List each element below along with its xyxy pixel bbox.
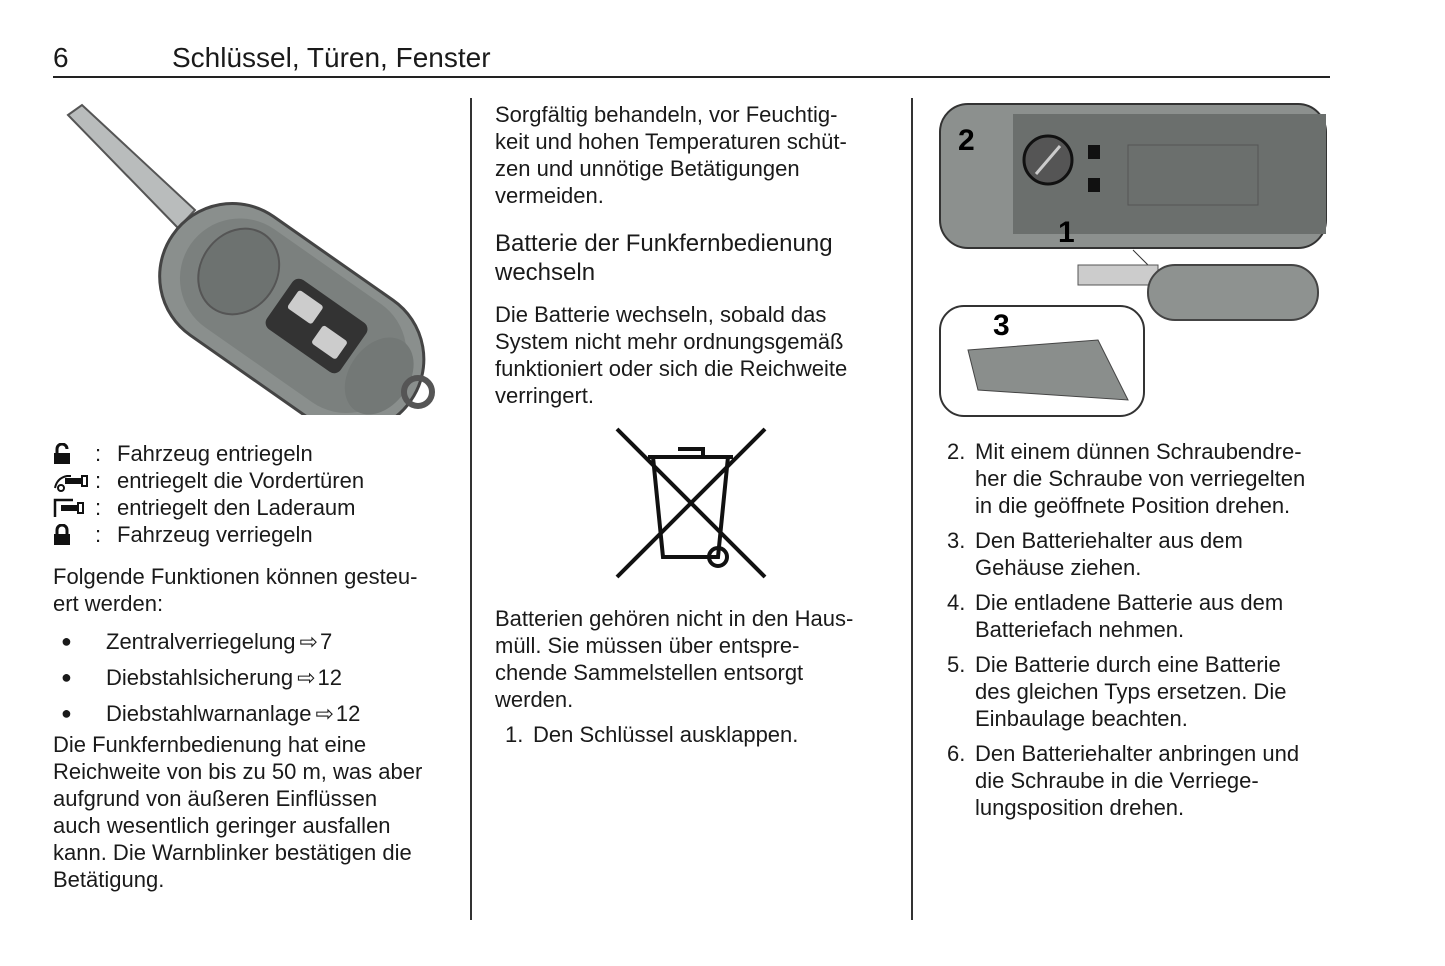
section-heading: Batterie der Funkfernbedienung wechseln [495, 230, 833, 286]
front-doors-unlock-icon [53, 469, 95, 493]
step-item: 3. Den Batteriehalter aus dem Gehäuse ziehen. [947, 528, 1243, 580]
legend-item: : entriegelt den Laderaum [53, 494, 453, 521]
page-ref-arrow-icon: ⇨ [297, 664, 316, 690]
step-item: 1. Den Schlüssel ausklappen. [505, 722, 799, 747]
step-item: 6. Den Batteriehalter anbringen und die Schraube in die Verriege- lungsposition drehen. [947, 741, 1300, 820]
functions-intro: Folgende Funktionen können gesteu- ert werden: [53, 564, 418, 616]
bullet-item: ● Diebstahlwarnanlage ⇨ 12 [61, 700, 361, 726]
replace-when-paragraph: Die Batterie wechseln, sobald das System nicht mehr ordnungsgemäß funktioniert oder sich die Reichweite verringert. [495, 302, 848, 408]
figure-label: 2 [958, 124, 975, 157]
battery-replacement-illustration [938, 100, 1330, 420]
range-paragraph: Die Funkfernbedienung hat eine Reichweite von bis zu 50 m, was aber aufgrund von äußeren Einflüssen auch wesentlich geringer ausfallen kann. Die Warnblinker bestätigen die Betätigung. [53, 732, 423, 892]
column-divider [470, 98, 472, 920]
page-ref-link[interactable]: 12 [335, 700, 361, 726]
figure-label: 3 [993, 309, 1010, 342]
unlock-icon [53, 442, 95, 466]
lock-icon [53, 523, 95, 547]
legend-item: : Fahrzeug entriegeln [53, 440, 453, 467]
flip-key-illustration [60, 100, 440, 415]
step-item: 4. Die entladene Batterie aus dem Batteriefach nehmen. [947, 590, 1284, 642]
legend-item: : entriegelt die Vordertüren [53, 467, 453, 494]
step-item: 5. Die Batterie durch eine Batterie des gleichen Typs ersetzen. Die Einbaulage beachten. [947, 652, 1287, 731]
legend-item: : Fahrzeug verriegeln [53, 521, 453, 548]
disposal-paragraph: Batterien gehören nicht in den Haus- müll. Sie müssen über entspre- chende Sammelstellen entsorgt werden. [495, 606, 854, 712]
page-ref-arrow-icon: ⇨ [299, 628, 318, 654]
figure-label: 1 [1058, 216, 1075, 249]
page-ref-link[interactable]: 7 [319, 628, 333, 654]
column-divider [911, 98, 913, 920]
step-item: 2. Mit einem dünnen Schraubendre- her die Schraube von verriegelten in die geöffnete Position drehen. [947, 439, 1306, 518]
page-number: 6 [53, 42, 69, 73]
page-ref-link[interactable]: 12 [317, 664, 343, 690]
crossed-out-bin-icon [613, 427, 769, 583]
bullet-item: ● Diebstahlsicherung ⇨ 12 [61, 664, 343, 690]
page-title: Schlüssel, Türen, Fenster [172, 42, 491, 73]
page-ref-arrow-icon: ⇨ [315, 700, 334, 726]
cargo-unlock-icon [53, 496, 95, 520]
bullet-item: ● Zentralverriegelung ⇨ 7 [61, 628, 333, 654]
care-paragraph: Sorgfältig behandeln, vor Feuchtig- keit und hohen Temperaturen schüt- zen und unnötige Betätigungen vermeiden. [495, 102, 847, 208]
header-rule [53, 76, 1330, 78]
